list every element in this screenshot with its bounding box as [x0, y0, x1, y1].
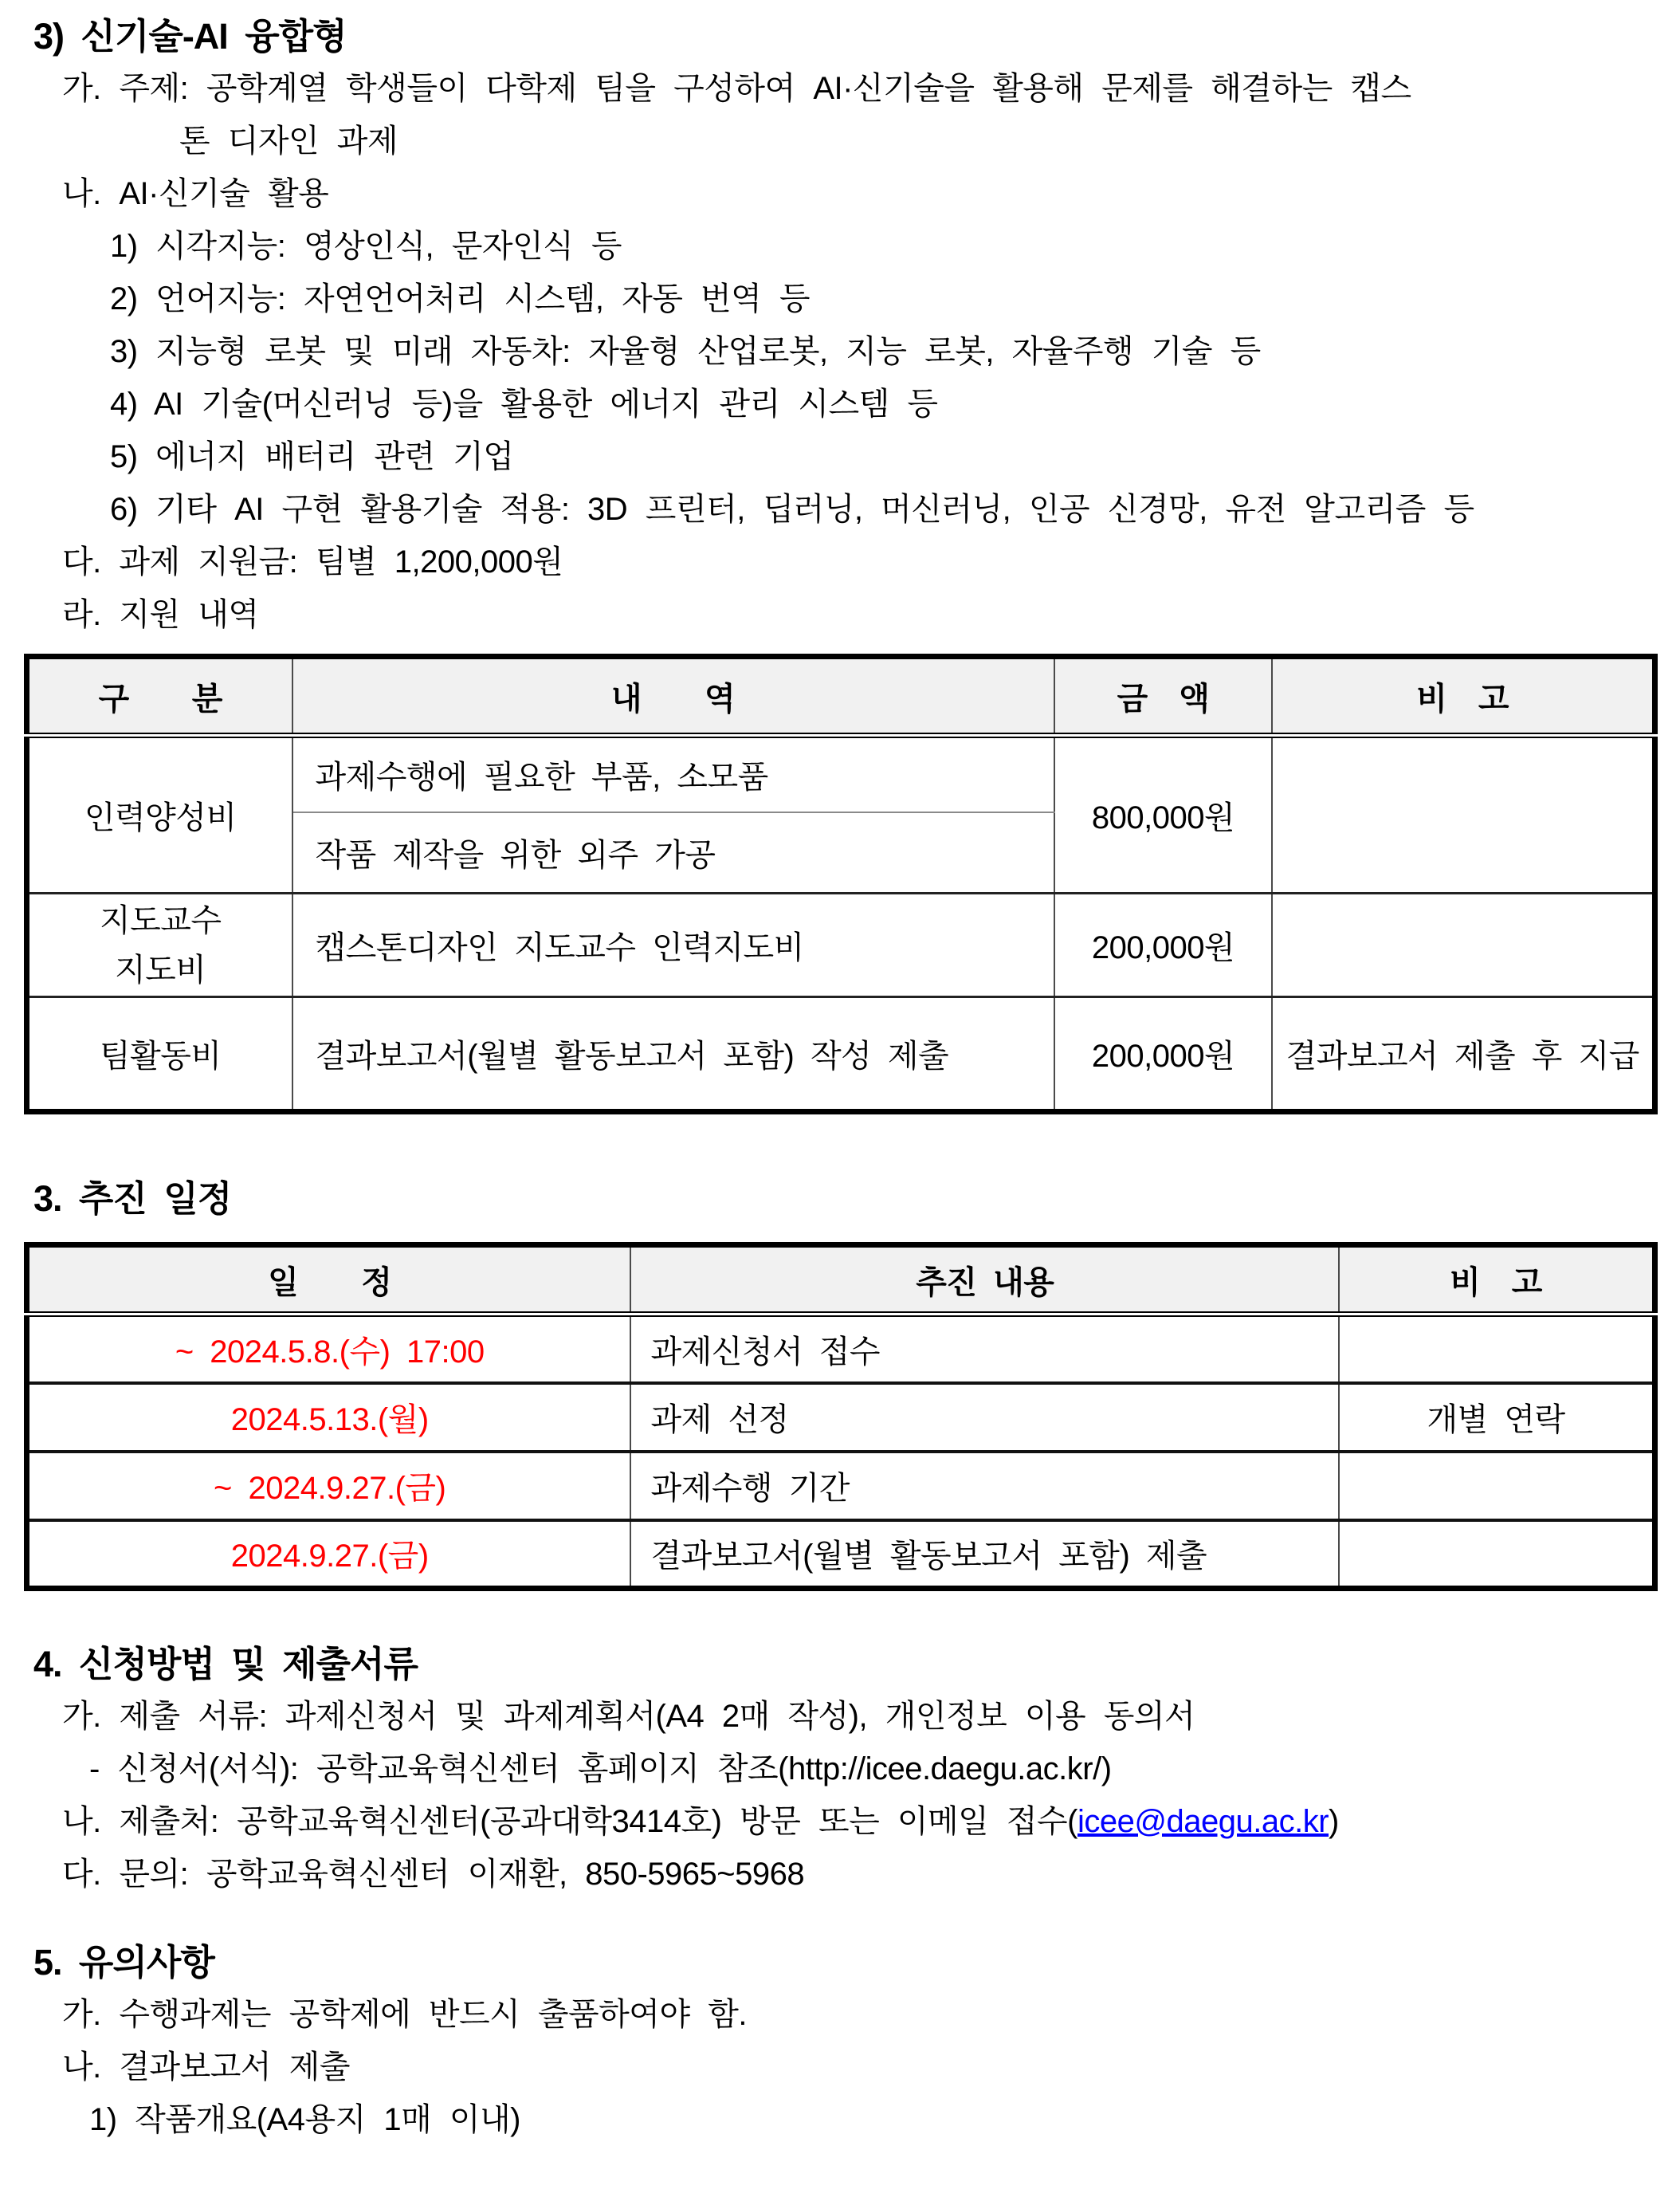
cell-date-apply: ~ 2024.5.8.(수) 17:00	[27, 1315, 631, 1383]
tech-item-3: 3) 지능형 로봇 및 미래 자동차: 자율형 산업로봇, 지능 로봇, 자율주행 기술 등	[110, 334, 1261, 369]
line-grant-amount: 다. 과제 지원금: 팀별 1,200,000원	[62, 544, 563, 580]
cell-content-apply: 과제신청서 접수	[630, 1315, 1339, 1383]
table-row	[27, 997, 1655, 1112]
cell-note-manpower	[1272, 736, 1654, 894]
support-header-note: 비 고	[1272, 657, 1654, 736]
tech-item-1: 1) 시각지능: 영상인식, 문자인식 등	[110, 229, 622, 264]
cell-detail-team: 결과보고서(월별 활동보고서 포함) 작성 제출	[292, 997, 1054, 1112]
email-link[interactable]: icee@daegu.ac.kr	[1077, 1804, 1329, 1839]
schedule-header-date: 일 정	[27, 1245, 631, 1315]
support-table	[24, 654, 1658, 1114]
schedule-header-note: 비 고	[1339, 1245, 1654, 1315]
heading-schedule: 3. 추진 일정	[33, 1178, 232, 1219]
line-submit-to	[0, 1795, 1659, 1848]
schedule-table-header-row	[27, 1245, 1655, 1315]
support-header-amount: 금 액	[1054, 657, 1273, 736]
schedule-header-content: 추진 내용	[630, 1245, 1339, 1315]
heading-newtech-ai: 3) 신기술-AI 융합형	[33, 16, 347, 57]
cell-category-team: 팀활동비	[27, 997, 292, 1112]
line-form-reference: - 신청서(서식): 공학교육혁신센터 홈페이지 참조(http://icee.daegu.ac.kr/)	[89, 1751, 1112, 1786]
cell-content-perform: 과제수행 기간	[630, 1452, 1339, 1520]
cell-note-advisor	[1272, 894, 1654, 997]
line-documents: 가. 제출 서류: 과제신청서 및 과제계획서(A4 2매 작성), 개인정보 이용 동의서	[62, 1699, 1195, 1734]
schedule-table	[24, 1242, 1658, 1591]
tech-item-5: 5) 에너지 배터리 관련 기업	[110, 439, 514, 474]
heading-application: 4. 신청방법 및 제출서류	[33, 1644, 418, 1684]
heading-notes: 5. 유의사항	[33, 1942, 214, 1983]
support-header-detail: 내 역	[292, 657, 1054, 736]
table-row	[27, 1315, 1655, 1383]
support-header-category: 구 분	[27, 657, 292, 736]
cell-note-report	[1339, 1520, 1654, 1589]
advisor-label-line1: 지도교수	[99, 902, 222, 938]
tech-item-6: 6) 기타 AI 구현 활용기술 적용: 3D 프린터, 딥러닝, 머신러닝, 인공 신경망, 유전 알고리즘 등	[110, 492, 1474, 527]
cell-detail-advisor: 캡스톤디자인 지도교수 인력지도비	[292, 894, 1054, 997]
submit-to-text: 나. 제출처: 공학교육혁신센터(공과대학3414호) 방문 또는 이메일 접수(	[62, 1804, 1077, 1839]
tech-item-2: 2) 언어지능: 자연언어처리 시스템, 자동 번역 등	[110, 281, 810, 316]
table-row	[27, 736, 1655, 812]
table-row	[27, 894, 1655, 997]
cell-note-apply	[1339, 1315, 1654, 1383]
cell-amount-advisor: 200,000원	[1054, 894, 1273, 997]
cell-amount-team: 200,000원	[1054, 997, 1273, 1112]
cell-date-perform: ~ 2024.9.27.(금)	[27, 1452, 631, 1520]
cell-content-select: 과제 선정	[630, 1383, 1339, 1452]
line-report-submission: 나. 결과보고서 제출	[62, 2050, 350, 2085]
cell-amount-manpower: 800,000원	[1054, 736, 1273, 894]
cell-category-advisor	[27, 894, 292, 997]
cell-note-select: 개별 연락	[1339, 1383, 1654, 1452]
line-support-detail: 라. 지원 내역	[62, 597, 259, 632]
cell-detail-parts: 과제수행에 필요한 부품, 소모품	[292, 736, 1054, 812]
cell-date-select: 2024.5.13.(월)	[27, 1383, 631, 1452]
line-subject-2: 톤 디자인 과제	[179, 124, 398, 159]
table-row	[27, 1452, 1655, 1520]
cell-content-report: 결과보고서(월별 활동보고서 포함) 제출	[630, 1520, 1339, 1589]
cell-note-team: 결과보고서 제출 후 지급	[1272, 997, 1654, 1112]
advisor-label-line2: 지도비	[115, 952, 206, 988]
submit-to-close: )	[1329, 1804, 1339, 1839]
line-contact: 다. 문의: 공학교육혁신센터 이재환, 850-5965~5968	[62, 1857, 805, 1892]
cell-note-perform	[1339, 1452, 1654, 1520]
support-table-header-row	[27, 657, 1655, 736]
tech-item-4: 4) AI 기술(머신러닝 등)을 활용한 에너지 관리 시스템 등	[110, 387, 938, 422]
cell-category-manpower: 인력양성비	[27, 736, 292, 894]
table-row	[27, 1383, 1655, 1452]
cell-date-report: 2024.9.27.(금)	[27, 1520, 631, 1589]
line-exhibit-requirement: 가. 수행과제는 공학제에 반드시 출품하여야 함.	[62, 1997, 747, 2032]
table-row	[27, 1520, 1655, 1589]
line-subject-1: 가. 주제: 공학계열 학생들이 다학제 팀을 구성하여 AI·신기술을 활용해 문제를 해결하는 캡스	[62, 71, 1411, 106]
line-ai-usage: 나. AI·신기술 활용	[62, 176, 329, 211]
line-work-summary: 1) 작품개요(A4용지 1매 이내)	[89, 2102, 520, 2137]
cell-detail-outsourcing: 작품 제작을 위한 외주 가공	[292, 812, 1054, 894]
